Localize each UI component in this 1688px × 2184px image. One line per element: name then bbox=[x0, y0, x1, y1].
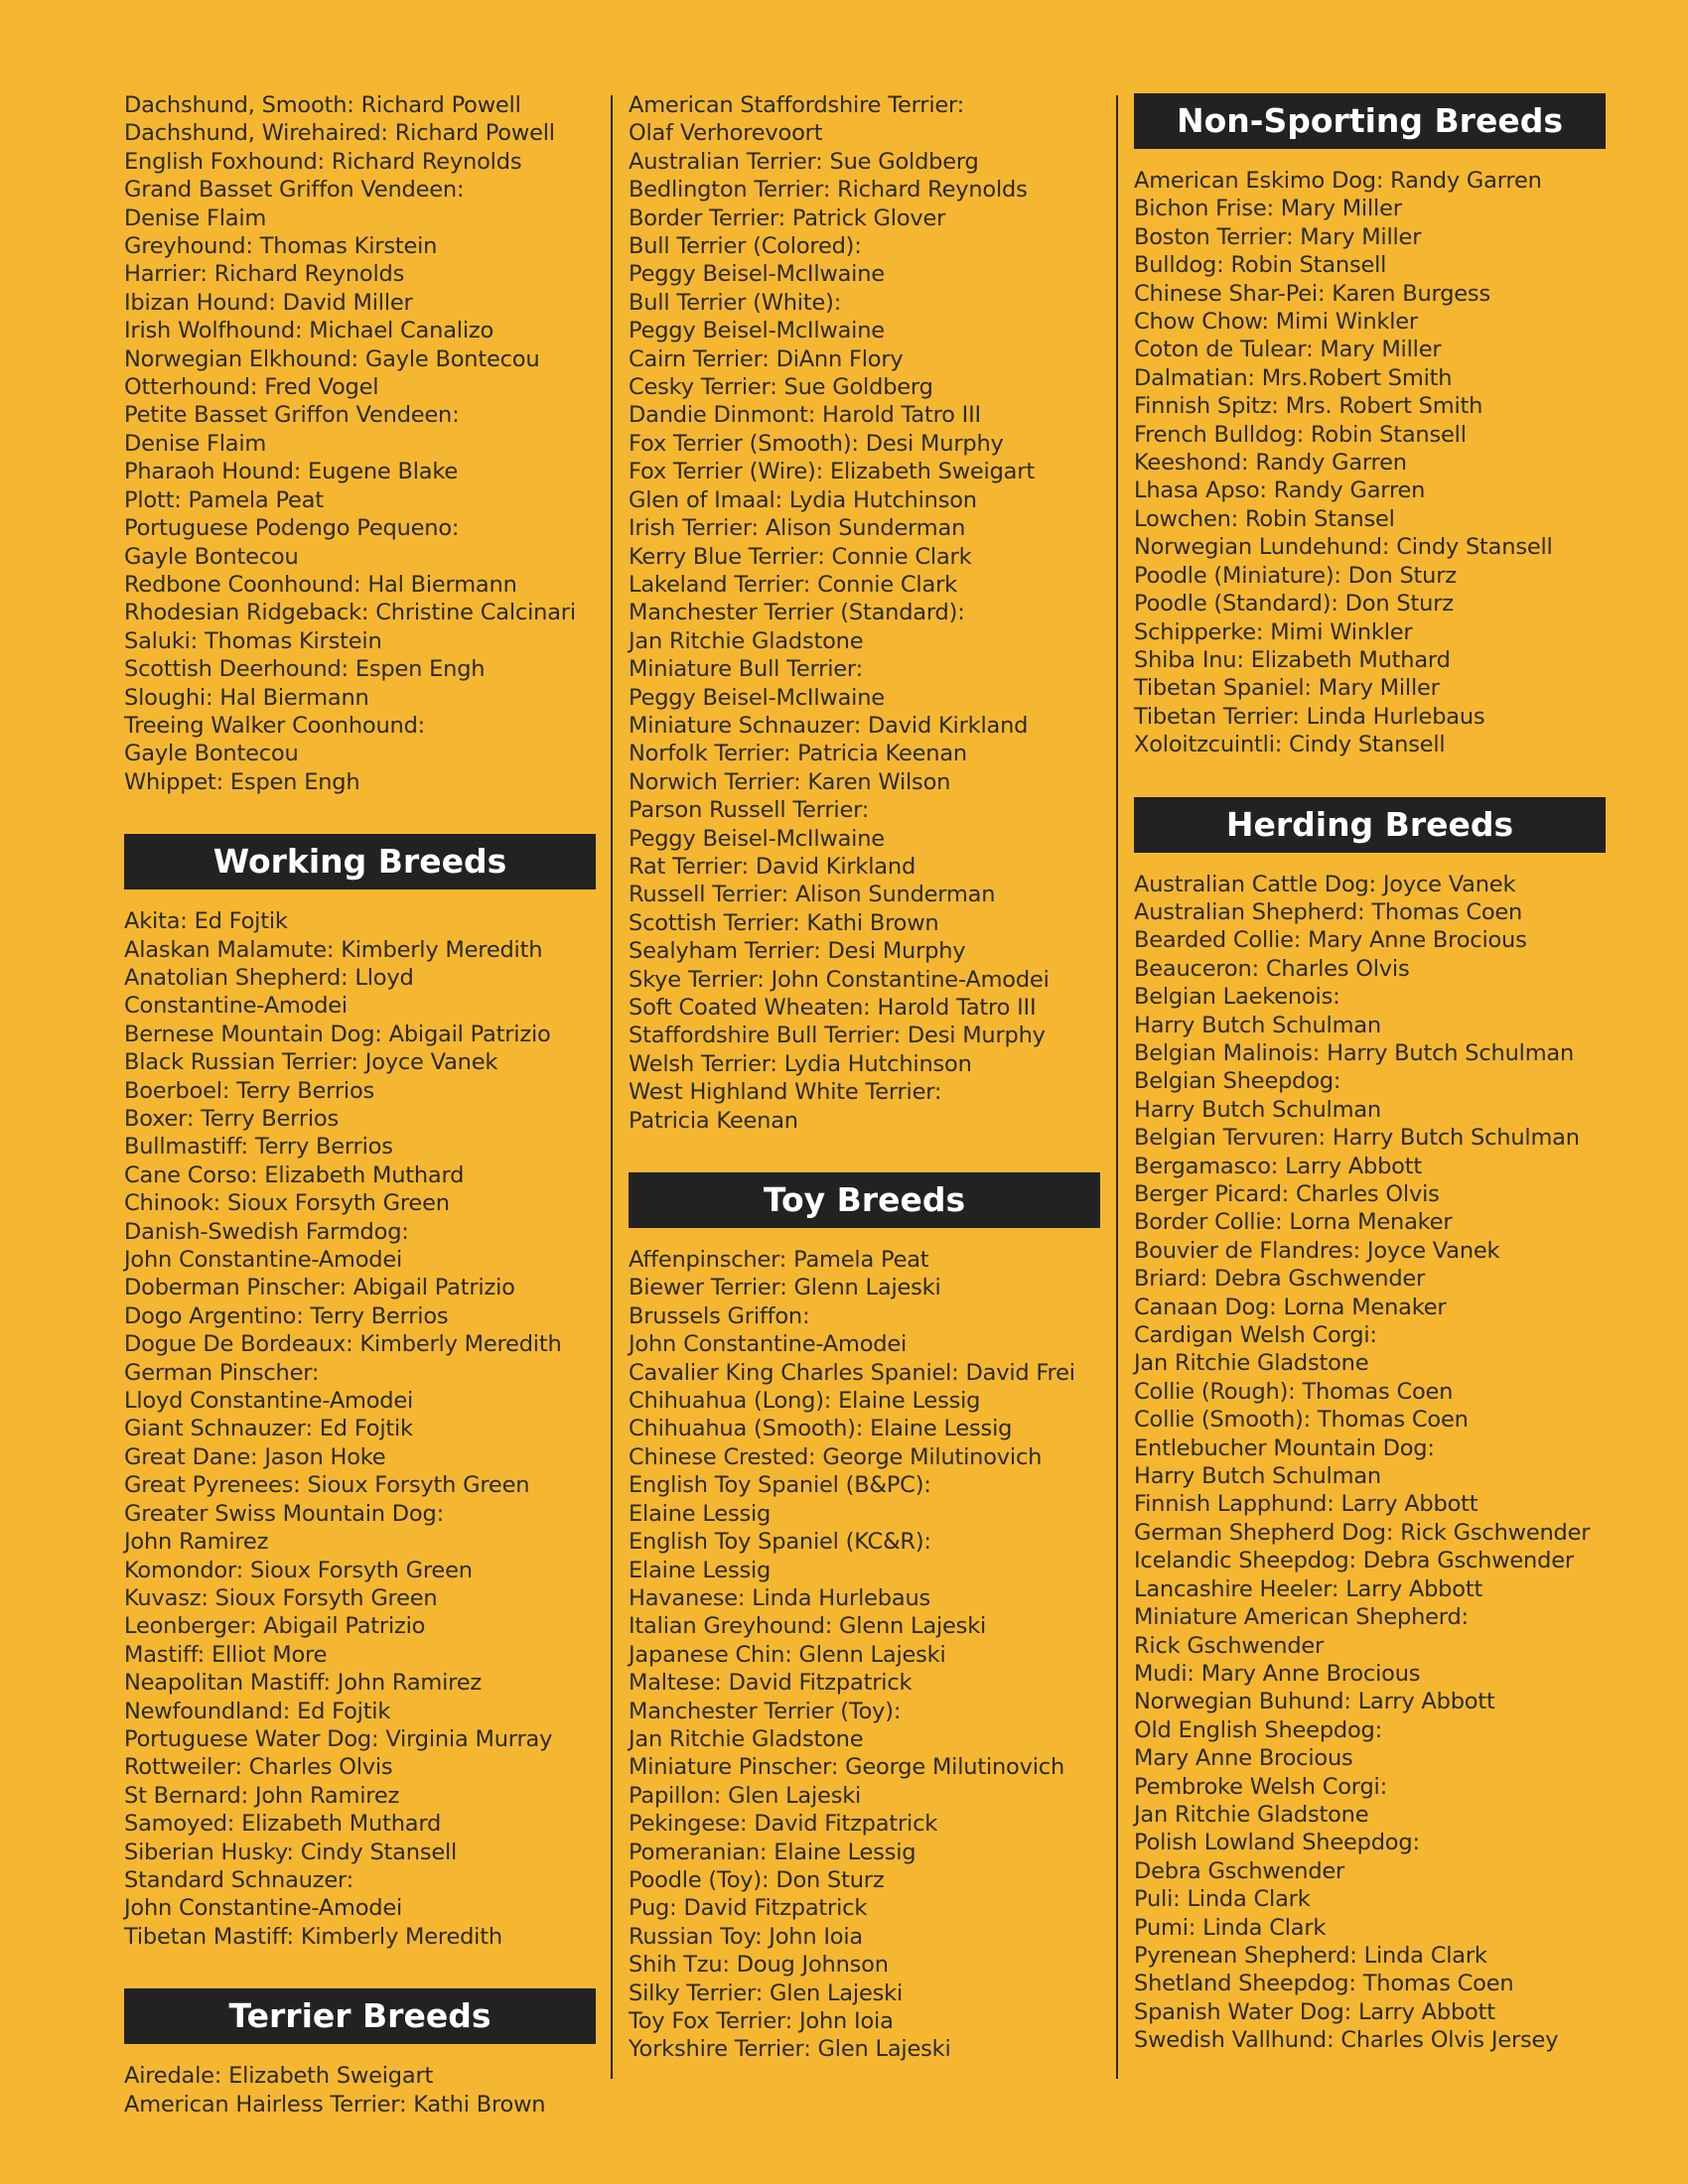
judge-assignment-line: Giant Schnauzer: Ed Fojtik bbox=[124, 1416, 413, 1442]
judge-assignment-line: John Constantine-Amodei bbox=[124, 1247, 403, 1274]
judge-assignment-line: Parson Russell Terrier: bbox=[629, 797, 870, 824]
judge-assignment-line: Boxer: Terry Berrios bbox=[124, 1106, 340, 1132]
judge-assignment-line: Cairn Terrier: DiAnn Flory bbox=[629, 345, 904, 372]
judge-assignment-line: Leonberger: Abigail Patrizio bbox=[124, 1613, 426, 1640]
judge-assignment-line: Treeing Walker Coonhound: bbox=[124, 712, 426, 739]
judge-assignment-line: Pomeranian: Elaine Lessig bbox=[629, 1839, 916, 1865]
judge-assignment-line: German Shepherd Dog: Rick Gschwender bbox=[1134, 1519, 1591, 1546]
judge-assignment-line: Dogue De Bordeaux: Kimberly Meredith bbox=[124, 1331, 562, 1358]
judge-assignment-line: Newfoundland: Ed Fojtik bbox=[124, 1698, 391, 1724]
judge-assignment-line: Maltese: David Fitzpatrick bbox=[629, 1670, 913, 1697]
judge-assignment-line: Harrier: Richard Reynolds bbox=[124, 261, 405, 288]
judge-assignment-line: Bouvier de Flandres: Joyce Vanek bbox=[1134, 1237, 1500, 1264]
judge-assignment-line: Lancashire Heeler: Larry Abbott bbox=[1134, 1575, 1483, 1602]
judge-assignment-line: Mudi: Mary Anne Brocious bbox=[1134, 1660, 1421, 1687]
judge-assignment-line: Alaskan Malamute: Kimberly Meredith bbox=[124, 936, 543, 963]
toy-list bbox=[629, 1246, 1100, 2064]
judge-assignment-line: Airedale: Elizabeth Sweigart bbox=[124, 2063, 434, 2090]
judge-assignment-line: Jan Ritchie Gladstone bbox=[629, 627, 864, 654]
judge-assignment-line: Australian Cattle Dog: Joyce Vanek bbox=[1134, 871, 1516, 897]
judge-assignment-line: Akita: Ed Fojtik bbox=[124, 908, 288, 935]
judge-assignment-line: Affenpinscher: Pamela Peat bbox=[629, 1247, 929, 1274]
judge-assignment-line: Sealyham Terrier: Desi Murphy bbox=[629, 938, 966, 965]
judge-assignment-line: Greyhound: Thomas Kirstein bbox=[124, 233, 438, 260]
judge-assignment-line: Portuguese Water Dog: Virginia Murray bbox=[124, 1725, 553, 1752]
judge-assignment-line: Pyrenean Shepherd: Linda Clark bbox=[1134, 1942, 1487, 1969]
judge-assignment-line: Miniature Bull Terrier: bbox=[629, 656, 863, 683]
judge-assignment-line: Gayle Bontecou bbox=[124, 741, 299, 767]
terrier-breeds-header: Terrier Breeds bbox=[124, 1988, 596, 2044]
judge-assignment-line: Italian Greyhound: Glenn Lajeski bbox=[629, 1613, 987, 1640]
judge-assignment-line: Silky Terrier: Glen Lajeski bbox=[629, 1979, 903, 2006]
judge-assignment-line: Otterhound: Fred Vogel bbox=[124, 374, 379, 401]
judge-assignment-line: Belgian Malinois: Harry Butch Schulman bbox=[1134, 1039, 1575, 1066]
judge-assignment-line: Russian Toy: John Ioia bbox=[629, 1923, 863, 1950]
judge-assignment-line: Manchester Terrier (Standard): bbox=[629, 600, 965, 626]
judge-assignment-line: Dachshund, Smooth: Richard Powell bbox=[124, 92, 521, 118]
judge-assignment-line: Miniature Pinscher: George Milutinovich bbox=[629, 1754, 1065, 1781]
judge-assignment-line: Rick Gschwender bbox=[1134, 1632, 1325, 1659]
judge-assignment-line: Danish-Swedish Farmdog: bbox=[124, 1218, 409, 1245]
judge-assignment-line: Chow Chow: Mimi Winkler bbox=[1134, 309, 1418, 336]
judge-assignment-line: Border Terrier: Patrick Glover bbox=[629, 205, 946, 231]
judge-assignment-line: Schipperke: Mimi Winkler bbox=[1134, 618, 1413, 645]
judge-assignment-line: Skye Terrier: John Constantine-Amodei bbox=[629, 966, 1050, 993]
terrier-list-continued bbox=[629, 91, 1100, 1135]
judge-assignment-line: Old English Sheepdog: bbox=[1134, 1716, 1383, 1743]
judge-assignment-line: Shiba Inu: Elizabeth Muthard bbox=[1134, 646, 1451, 673]
judge-assignment-line: Belgian Laekenois: bbox=[1134, 984, 1340, 1011]
herding-breeds-header: Herding Breeds bbox=[1134, 797, 1606, 853]
column-divider-right bbox=[1116, 95, 1118, 2079]
judge-assignment-line: Peggy Beisel-McIlwaine bbox=[629, 318, 885, 344]
judge-assignment-line: Welsh Terrier: Lydia Hutchinson bbox=[629, 1050, 972, 1077]
judge-assignment-line: Denise Flaim bbox=[124, 205, 267, 231]
judge-assignment-line: Australian Shepherd: Thomas Coen bbox=[1134, 898, 1523, 925]
judge-assignment-line: Staffordshire Bull Terrier: Desi Murphy bbox=[629, 1023, 1046, 1049]
judge-assignment-line: Black Russian Terrier: Joyce Vanek bbox=[124, 1049, 498, 1076]
judge-assignment-line: Chinook: Sioux Forsyth Green bbox=[124, 1190, 450, 1217]
judge-assignment-line: Border Collie: Lorna Menaker bbox=[1134, 1209, 1453, 1236]
judge-assignment-line: Dandie Dinmont: Harold Tatro III bbox=[629, 402, 981, 429]
judge-assignment-line: Mastiff: Elliot More bbox=[124, 1641, 328, 1668]
judge-assignment-line: Harry Butch Schulman bbox=[1134, 1463, 1381, 1490]
judge-assignment-line: Cardigan Welsh Corgi: bbox=[1134, 1322, 1377, 1349]
judge-assignment-line: Anatolian Shepherd: Lloyd bbox=[124, 964, 414, 991]
judge-assignment-line: Shih Tzu: Doug Johnson bbox=[629, 1952, 889, 1979]
judge-assignment-line: Pharaoh Hound: Eugene Blake bbox=[124, 459, 459, 485]
judge-assignment-line: John Ramirez bbox=[124, 1529, 269, 1556]
judge-assignment-line: American Eskimo Dog: Randy Garren bbox=[1134, 168, 1542, 194]
non-sporting-breeds-header: Non-Sporting Breeds bbox=[1134, 93, 1606, 149]
judge-assignment-line: Cane Corso: Elizabeth Muthard bbox=[124, 1161, 465, 1188]
judge-assignment-line: Belgian Tervuren: Harry Butch Schulman bbox=[1134, 1125, 1580, 1152]
judge-assignment-line: Tibetan Mastiff: Kimberly Meredith bbox=[124, 1923, 502, 1950]
judge-assignment-line: Fox Terrier (Smooth): Desi Murphy bbox=[629, 430, 1004, 457]
judge-assignment-line: Chinese Crested: George Milutinovich bbox=[629, 1443, 1043, 1470]
judge-assignment-line: Peggy Beisel-McIlwaine bbox=[629, 261, 885, 288]
judge-assignment-line: Lakeland Terrier: Connie Clark bbox=[629, 571, 957, 598]
judge-assignment-line: John Constantine-Amodei bbox=[124, 1895, 403, 1922]
judge-assignment-line: Norwich Terrier: Karen Wilson bbox=[629, 768, 951, 795]
judge-assignment-line: Kuvasz: Sioux Forsyth Green bbox=[124, 1584, 438, 1611]
judge-assignment-line: Papillon: Glen Lajeski bbox=[629, 1782, 862, 1809]
judge-assignment-line: Bearded Collie: Mary Anne Brocious bbox=[1134, 927, 1527, 954]
judge-assignment-line: Boston Terrier: Mary Miller bbox=[1134, 223, 1422, 250]
herding-list bbox=[1134, 871, 1606, 2055]
judge-assignment-line: Bernese Mountain Dog: Abigail Patrizio bbox=[124, 1021, 551, 1047]
judge-assignment-line: St Bernard: John Ramirez bbox=[124, 1782, 400, 1809]
judge-assignment-line: German Pinscher: bbox=[124, 1359, 320, 1386]
judge-assignment-line: Poodle (Miniature): Don Sturz bbox=[1134, 562, 1457, 589]
judge-assignment-line: Constantine-Amodei bbox=[124, 993, 348, 1020]
judge-assignment-line: Bedlington Terrier: Richard Reynolds bbox=[629, 177, 1028, 204]
judge-assignment-line: Olaf Verhorevoort bbox=[629, 120, 823, 147]
judge-assignment-line: Portuguese Podengo Pequeno: bbox=[124, 515, 460, 542]
judge-assignment-line: Miniature American Shepherd: bbox=[1134, 1604, 1469, 1631]
judge-assignment-line: Polish Lowland Sheepdog: bbox=[1134, 1830, 1420, 1856]
judge-assignment-line: Brussels Griffon: bbox=[629, 1302, 810, 1329]
judge-assignment-line: Greater Swiss Mountain Dog: bbox=[124, 1500, 444, 1527]
terrier-list-start bbox=[124, 2062, 596, 2118]
judge-assignment-line: Japanese Chin: Glenn Lajeski bbox=[629, 1641, 946, 1668]
judge-assignment-line: English Toy Spaniel (KC&R): bbox=[629, 1529, 931, 1556]
judge-assignment-line: Harry Butch Schulman bbox=[1134, 1096, 1381, 1123]
judge-assignment-line: Norwegian Buhund: Larry Abbott bbox=[1134, 1689, 1495, 1715]
judge-assignment-line: Soft Coated Wheaten: Harold Tatro III bbox=[629, 995, 1037, 1021]
judge-assignment-line: Siberian Husky: Cindy Stansell bbox=[124, 1839, 458, 1865]
judge-assignment-line: West Highland White Terrier: bbox=[629, 1079, 942, 1106]
column-divider-left bbox=[611, 95, 613, 2079]
judge-assignment-line: Dachshund, Wirehaired: Richard Powell bbox=[124, 120, 555, 147]
judge-assignment-line: Dogo Argentino: Terry Berrios bbox=[124, 1302, 449, 1329]
judge-assignment-line: Xoloitzcuintli: Cindy Stansell bbox=[1134, 732, 1446, 758]
column-3 bbox=[1134, 93, 1606, 2055]
judge-assignment-line: Komondor: Sioux Forsyth Green bbox=[124, 1557, 473, 1583]
judge-assignment-line: Yorkshire Terrier: Glen Lajeski bbox=[629, 2036, 951, 2063]
judge-assignment-line: Bichon Frise: Mary Miller bbox=[1134, 196, 1402, 222]
judge-assignment-line: Plott: Pamela Peat bbox=[124, 486, 324, 513]
judge-assignment-line: Puli: Linda Clark bbox=[1134, 1886, 1311, 1913]
judge-assignment-line: Bull Terrier (White): bbox=[629, 289, 842, 316]
judge-assignment-line: Norwegian Elkhound: Gayle Bontecou bbox=[124, 345, 540, 372]
judge-assignment-line: Coton de Tulear: Mary Miller bbox=[1134, 337, 1442, 363]
judge-assignment-line: Gayle Bontecou bbox=[124, 543, 299, 570]
judge-assignment-line: Lloyd Constantine-Amodei bbox=[124, 1388, 414, 1415]
judge-assignment-line: Poodle (Toy): Don Sturz bbox=[629, 1866, 885, 1893]
judge-assignment-line: Poodle (Standard): Don Sturz bbox=[1134, 591, 1454, 617]
judge-assignment-line: Pug: David Fitzpatrick bbox=[629, 1895, 868, 1922]
judge-assignment-line: Icelandic Sheepdog: Debra Gschwender bbox=[1134, 1548, 1574, 1574]
judge-assignment-line: Finnish Spitz: Mrs. Robert Smith bbox=[1134, 393, 1483, 420]
judge-assignment-line: Jan Ritchie Gladstone bbox=[629, 1725, 864, 1752]
judge-assignment-line: Denise Flaim bbox=[124, 430, 267, 457]
judge-assignment-line: Mary Anne Brocious bbox=[1134, 1745, 1353, 1772]
judge-assignment-line: Debra Gschwender bbox=[1134, 1857, 1345, 1884]
judge-assignment-line: Boerboel: Terry Berrios bbox=[124, 1077, 375, 1104]
judge-assignment-line: Russell Terrier: Alison Sunderman bbox=[629, 882, 996, 908]
toy-breeds-header: Toy Breeds bbox=[629, 1172, 1100, 1228]
judge-assignment-line: Rottweiler: Charles Olvis bbox=[124, 1754, 393, 1781]
judge-assignment-line: Irish Wolfhound: Michael Canalizo bbox=[124, 318, 494, 344]
judge-assignment-line: Great Pyrenees: Sioux Forsyth Green bbox=[124, 1472, 530, 1499]
judge-assignment-line: Doberman Pinscher: Abigail Patrizio bbox=[124, 1275, 515, 1301]
judge-assignment-line: Peggy Beisel-McIlwaine bbox=[629, 825, 885, 852]
judge-assignment-line: Rat Terrier: David Kirkland bbox=[629, 853, 916, 880]
judge-assignment-line: Ibizan Hound: David Miller bbox=[124, 289, 413, 316]
judge-assignment-line: Norwegian Lundehund: Cindy Stansell bbox=[1134, 534, 1553, 561]
judge-assignment-line: Canaan Dog: Lorna Menaker bbox=[1134, 1294, 1447, 1320]
judge-assignment-line: Havanese: Linda Hurlebaus bbox=[629, 1584, 931, 1611]
judge-assignment-line: Bullmastiff: Terry Berrios bbox=[124, 1134, 393, 1160]
judge-assignment-line: Australian Terrier: Sue Goldberg bbox=[629, 148, 979, 175]
judge-assignment-line: French Bulldog: Robin Stansell bbox=[1134, 421, 1467, 448]
judge-assignment-line: Redbone Coonhound: Hal Biermann bbox=[124, 571, 517, 598]
judge-assignment-line: Keeshond: Randy Garren bbox=[1134, 450, 1407, 477]
working-breeds-header: Working Breeds bbox=[124, 834, 596, 889]
non-sporting-list bbox=[1134, 167, 1606, 759]
judge-assignment-line: Berger Picard: Charles Olvis bbox=[1134, 1181, 1440, 1207]
judge-assignment-line: Neapolitan Mastiff: John Ramirez bbox=[124, 1670, 482, 1697]
judge-assignment-line: Chihuahua (Long): Elaine Lessig bbox=[629, 1388, 981, 1415]
hound-list bbox=[124, 91, 596, 796]
judge-assignment-line: Scottish Deerhound: Espen Engh bbox=[124, 656, 486, 683]
judge-assignment-line: Tibetan Terrier: Linda Hurlebaus bbox=[1134, 703, 1485, 730]
judge-assignment-line: Peggy Beisel-McIlwaine bbox=[629, 684, 885, 711]
judge-assignment-line: Pumi: Linda Clark bbox=[1134, 1914, 1327, 1941]
judge-assignment-line: Shetland Sheepdog: Thomas Coen bbox=[1134, 1971, 1514, 1997]
judge-assignment-line: Elaine Lessig bbox=[629, 1500, 772, 1527]
judge-assignment-line: Elaine Lessig bbox=[629, 1557, 772, 1583]
judge-assignment-line: Collie (Rough): Thomas Coen bbox=[1134, 1378, 1454, 1405]
judge-assignment-line: Irish Terrier: Alison Sunderman bbox=[629, 515, 966, 542]
judge-assignment-line: Toy Fox Terrier: John Ioia bbox=[629, 2008, 894, 2034]
judge-assignment-line: Pembroke Welsh Corgi: bbox=[1134, 1773, 1387, 1800]
judge-assignment-line: Saluki: Thomas Kirstein bbox=[124, 627, 382, 654]
judge-assignment-line: Bulldog: Robin Stansell bbox=[1134, 252, 1387, 279]
judge-assignment-line: Biewer Terrier: Glenn Lajeski bbox=[629, 1275, 941, 1301]
judge-assignment-line: Chinese Shar-Pei: Karen Burgess bbox=[1134, 280, 1490, 307]
judge-assignment-line: Great Dane: Jason Hoke bbox=[124, 1443, 386, 1470]
judge-assignment-line: Lowchen: Robin Stansel bbox=[1134, 505, 1395, 532]
judge-assignment-line: Whippet: Espen Engh bbox=[124, 768, 360, 795]
judge-assignment-line: English Foxhound: Richard Reynolds bbox=[124, 148, 522, 175]
working-list bbox=[124, 907, 596, 1951]
judge-assignment-line: Swedish Vallhund: Charles Olvis Jersey bbox=[1134, 2027, 1559, 2054]
judge-assignment-line: John Constantine-Amodei bbox=[629, 1331, 908, 1358]
judge-assignment-line: Grand Basset Griffon Vendeen: bbox=[124, 177, 465, 204]
judge-assignment-line: Collie (Smooth): Thomas Coen bbox=[1134, 1407, 1469, 1433]
judge-assignment-line: Briard: Debra Gschwender bbox=[1134, 1266, 1426, 1293]
judge-assignment-line: American Staffordshire Terrier: bbox=[629, 92, 965, 118]
judge-assignment-line: Norfolk Terrier: Patricia Keenan bbox=[629, 741, 967, 767]
judge-assignment-line: Dalmatian: Mrs.Robert Smith bbox=[1134, 364, 1453, 391]
judge-assignment-line: Samoyed: Elizabeth Muthard bbox=[124, 1811, 442, 1838]
judge-assignment-line: Finnish Lapphund: Larry Abbott bbox=[1134, 1491, 1478, 1518]
judge-assignment-line: Pekingese: David Fitzpatrick bbox=[629, 1811, 938, 1838]
judge-assignment-line: Lhasa Apso: Randy Garren bbox=[1134, 478, 1426, 504]
column-2 bbox=[629, 91, 1100, 2064]
judge-assignment-line: Petite Basset Griffon Vendeen: bbox=[124, 402, 460, 429]
judge-assignment-line: Spanish Water Dog: Larry Abbott bbox=[1134, 1998, 1495, 2025]
judge-assignment-line: Chihuahua (Smooth): Elaine Lessig bbox=[629, 1416, 1013, 1442]
judge-assignment-line: Beauceron: Charles Olvis bbox=[1134, 955, 1410, 982]
judge-assignment-line: Patricia Keenan bbox=[629, 1107, 798, 1134]
judge-assignment-line: Cavalier King Charles Spaniel: David Frei bbox=[629, 1359, 1075, 1386]
judge-assignment-line: Kerry Blue Terrier: Connie Clark bbox=[629, 543, 972, 570]
judge-assignment-line: Entlebucher Mountain Dog: bbox=[1134, 1434, 1435, 1461]
judge-assignment-line: Jan Ritchie Gladstone bbox=[1134, 1350, 1369, 1377]
judge-assignment-line: Glen of Imaal: Lydia Hutchinson bbox=[629, 486, 977, 513]
judge-assignment-line: English Toy Spaniel (B&PC): bbox=[629, 1472, 931, 1499]
judge-assignment-line: Jan Ritchie Gladstone bbox=[1134, 1801, 1369, 1828]
judge-assignment-line: Manchester Terrier (Toy): bbox=[629, 1698, 902, 1724]
column-1 bbox=[124, 91, 596, 2118]
judge-assignment-line: Harry Butch Schulman bbox=[1134, 1012, 1381, 1038]
judge-assignment-line: Fox Terrier (Wire): Elizabeth Sweigart bbox=[629, 459, 1035, 485]
judge-assignment-line: Tibetan Spaniel: Mary Miller bbox=[1134, 675, 1440, 702]
judge-assignment-line: Scottish Terrier: Kathi Brown bbox=[629, 909, 939, 936]
judge-assignment-line: Bull Terrier (Colored): bbox=[629, 233, 862, 260]
judge-assignment-line: Belgian Sheepdog: bbox=[1134, 1068, 1341, 1095]
judge-assignment-line: Cesky Terrier: Sue Goldberg bbox=[629, 374, 933, 401]
judge-assignment-line: Miniature Schnauzer: David Kirkland bbox=[629, 712, 1029, 739]
judge-assignment-line: Bergamasco: Larry Abbott bbox=[1134, 1153, 1422, 1179]
judge-assignment-line: Sloughi: Hal Biermann bbox=[124, 684, 369, 711]
judge-assignment-line: American Hairless Terrier: Kathi Brown bbox=[124, 2091, 546, 2117]
judge-assignment-line: Standard Schnauzer: bbox=[124, 1866, 354, 1893]
judge-assignment-line: Rhodesian Ridgeback: Christine Calcinari bbox=[124, 600, 576, 626]
